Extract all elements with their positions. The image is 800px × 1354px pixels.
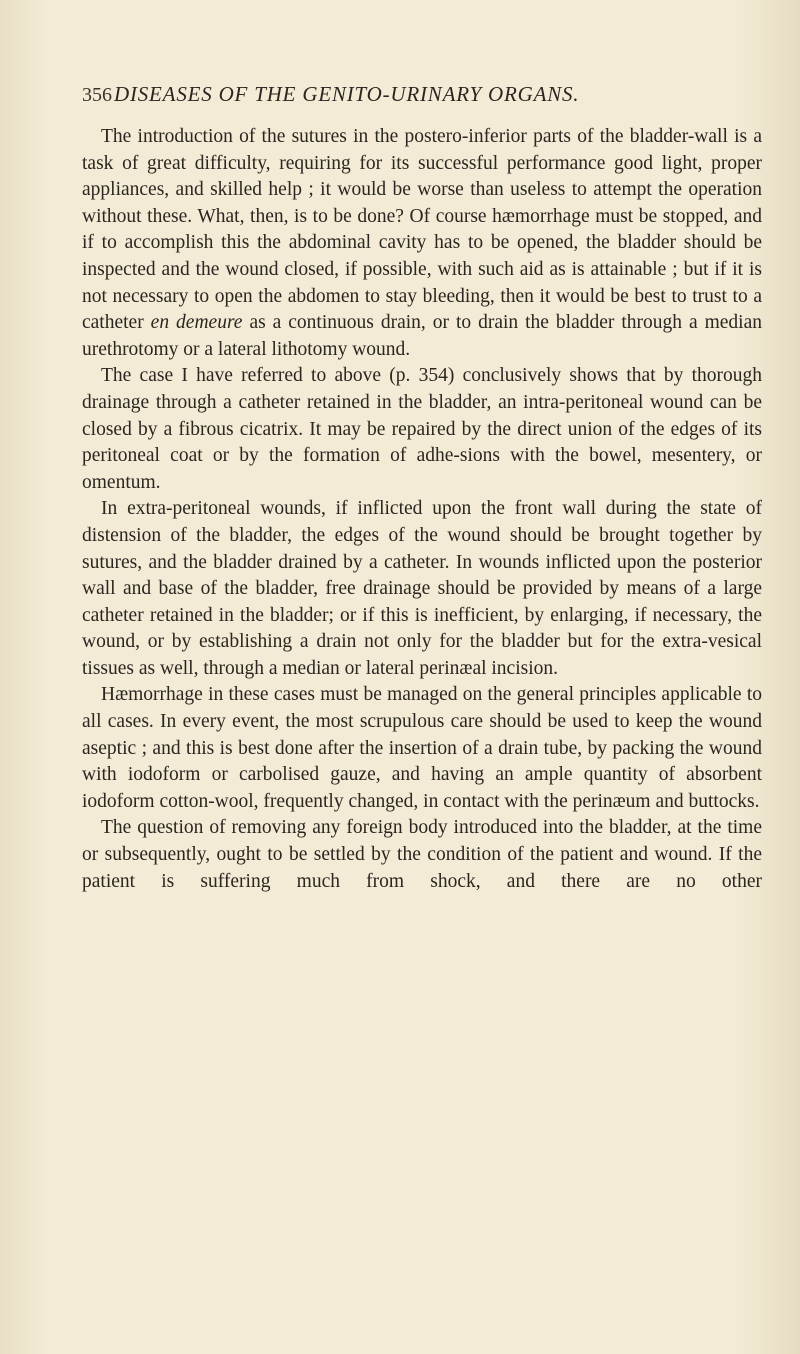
paragraph-4: Hæmorrhage in these cases must be managed on the general principles applicable to all cases. In every event, the most scrupulous care should be used to keep the wound aseptic ; and this is best done after the insertion of a drain tube, by packing the wound with iodoform or carbolised gauze, and having an ample quantity of absorbent iodoform cotton-wool, frequently changed, in contact with the perinæum and buttocks.: [82, 684, 762, 812]
running-head: DISEASES OF THE GENITO-URINARY ORGANS.: [114, 82, 580, 106]
paragraph-1-text-after: as a continuous drain, or to drain the bladder through a median urethrotomy or a lateral lithotomy wound.: [82, 312, 762, 360]
paragraph-1-text-before: The introduction of the sutures in the postero-inferior parts of the bladder-wall is a task of great difficulty, requiring for its successful performance good light, proper appliances, and skilled help ; it would be worse than useless to attempt the operation without these. What, then, is to be done? Of course hæmorrhage must be stopped, and if to accomplish this the abdominal cavity has to be opened, the bladder should be inspected and the wound closed, if possible, with such aid as is attainable ; but if it is not necessary to open the abdomen to stay bleeding, then it would be best to trust to a catheter: [82, 126, 762, 334]
paragraph-2: The case I have referred to above (p. 354) conclusively shows that by thorough drainage through a catheter retained in the bladder, an intra-peritoneal wound can be closed by a fibrous cicatrix. It may be repaired by the direct union of the edges of its peritoneal coat or by the formation of adhe-sions with the bowel, mesentery, or omentum.: [82, 365, 762, 493]
paragraph-1: [82, 124, 762, 363]
paragraph-1-emphasis: en demeure: [150, 312, 243, 334]
page-number: 356: [82, 84, 112, 106]
book-page: [82, 82, 762, 895]
body-text: [82, 124, 762, 895]
paragraph-5: The question of removing any foreign body introduced into the bladder, at the time or subsequently, ought to be settled by the condition of the patient and wound. If the patient is suffering much from shock, and there are no other: [82, 817, 762, 892]
page-header: [82, 82, 762, 116]
paragraph-3: In extra-peritoneal wounds, if inflicted upon the front wall during the state of distension of the bladder, the edges of the wound should be brought together by sutures, and the bladder drained by a catheter. In wounds inflicted upon the posterior wall and base of the bladder, free drainage should be provided by means of a large catheter retained in the bladder; or if this is inefficient, by enlarging, if necessary, the wound, or by establishing a drain not only for the bladder but for the extra-vesical tissues as well, through a median or lateral perinæal incision.: [82, 498, 762, 679]
